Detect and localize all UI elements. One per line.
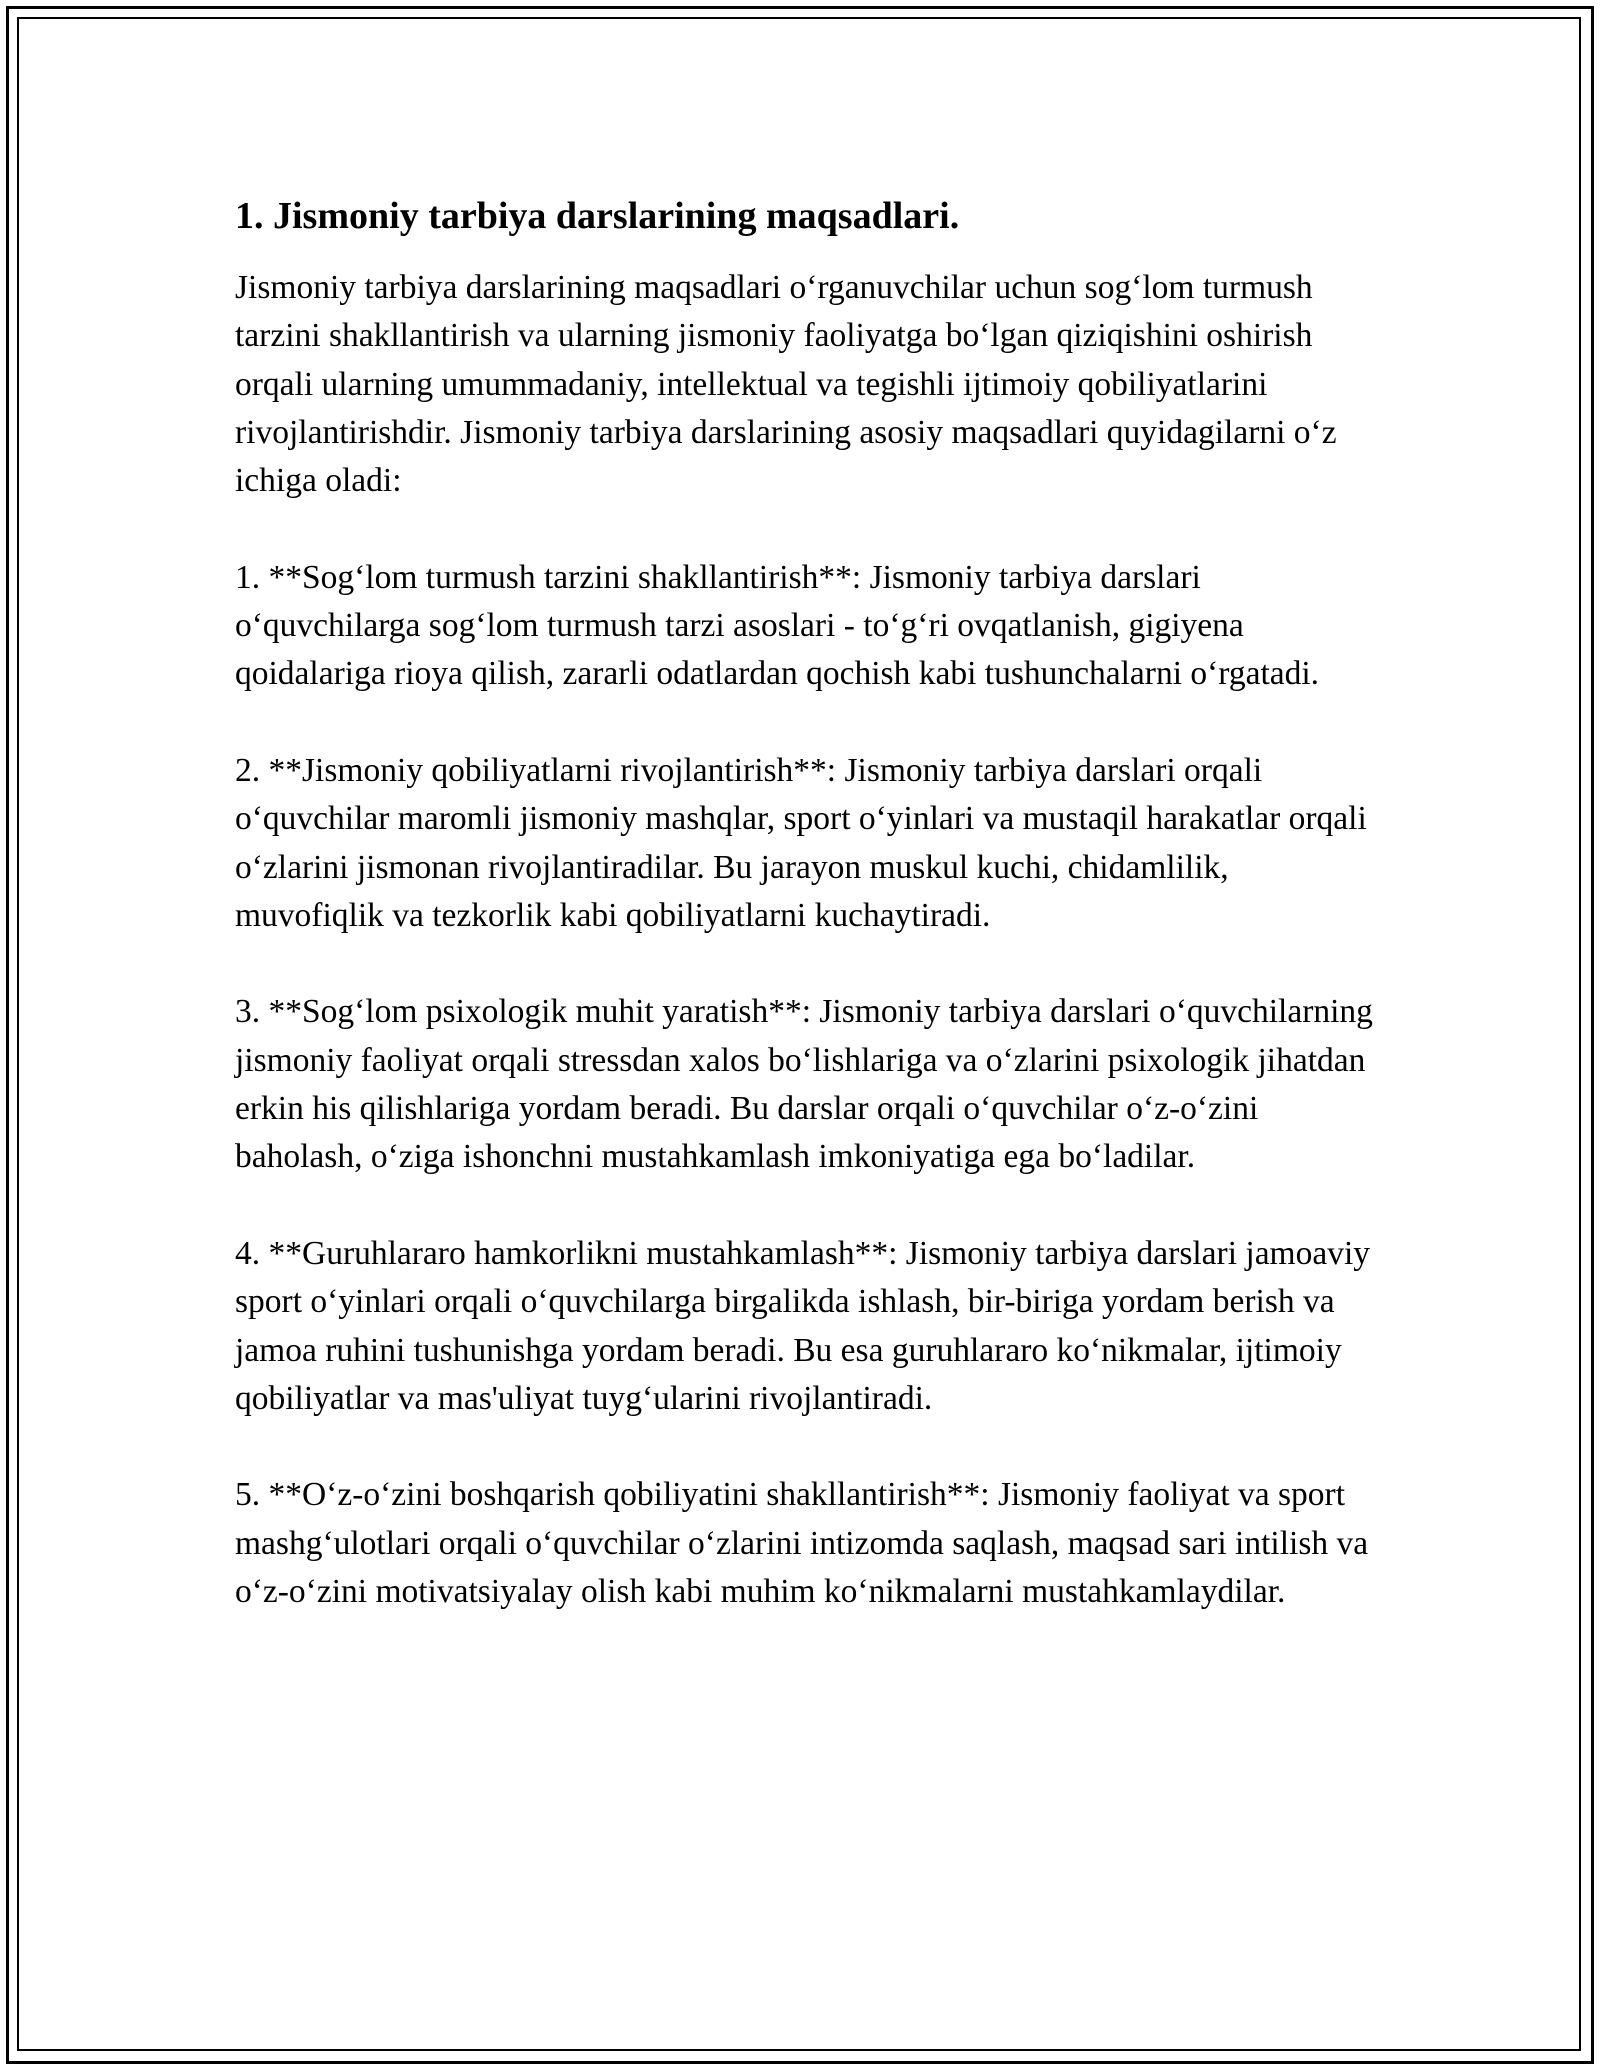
document-title: 1. Jismoniy tarbiya darslarining maqsadlari. — [235, 195, 960, 237]
list-item-1: 1. **Sog‘lom turmush tarzini shakllantirish**: Jismoniy tarbiya darslari o‘quvchilarga sog‘lom turmush tarzi asoslari - to‘g‘ri ovqatlanish, gigiyena qoidalariga rioya qilish, zararli odatlardan qochish kabi tushunchalarni o‘rgatadi. — [235, 558, 1320, 693]
list-item-5: 5. **O‘z-o‘zini boshqarish qobiliyatini shakllantirish**: Jismoniy faoliyat va sport mashg‘ulotlari orqali o‘quvchilar o‘zlarini intizomda saqlash, maqsad sari intilish va o‘z-o‘zini motivatsiyalay olish kabi muhim ko‘nikmalarni mustahkamlaydilar. — [235, 1476, 1369, 1611]
list-item-3: 3. **Sog‘lom psixologik muhit yaratish**: Jismoniy tarbiya darslari o‘quvchilarning jismoniy faoliyat orqali stressdan xalos bo‘lishlariga va o‘zlarini psixologik jihatdan erkin his qilishlariga yordam beradi. Bu darslar orqali o‘quvchilar o‘z-o‘zini baholash, o‘ziga ishonchni mustahkamlash imkoniyatiga ega bo‘ladilar. — [235, 993, 1373, 1176]
list-item-2: 2. **Jismoniy qobiliyatlarni rivojlantirish**: Jismoniy tarbiya darslari orqali o‘quvchilar maromli jismoniy mashqlar, sport o‘yinlari va mustaqil harakatlar orqali o‘zlarini jismonan rivojlantiradilar. Bu jarayon muskul kuchi, chidamlilik, muvofiqlik va tezkorlik kabi qobiliyatlarni kuchaytiradi. — [235, 751, 1367, 934]
document-body — [235, 186, 1375, 1665]
list-item-4: 4. **Guruhlararo hamkorlikni mustahkamlash**: Jismoniy tarbiya darslari jamoaviy sport o‘yinlari orqali o‘quvchilarga birgalikda ishlash, bir-biriga yordam berish va jamoa ruhini tushunishga yordam beradi. Bu esa guruhlararo ko‘nikmalar, ijtimoiy qobiliyatlar va mas'uliyat tuyg‘ularini rivojlantiradi. — [235, 1234, 1371, 1417]
intro-paragraph: Jismoniy tarbiya darslarining maqsadlari o‘rganuvchilar uchun sog‘lom turmush tarzini shakllantirish va ularning jismoniy faoliyatga bo‘lgan qiziqishini oshirish orqali ularning umummadaniy, intellektual va tegishli ijtimoiy qobiliyatlarini rivojlantirishdir. Jismoniy tarbiya darslarining asosiy maqsadlari quyidagilarni o‘z ichiga oladi: — [235, 269, 1337, 500]
